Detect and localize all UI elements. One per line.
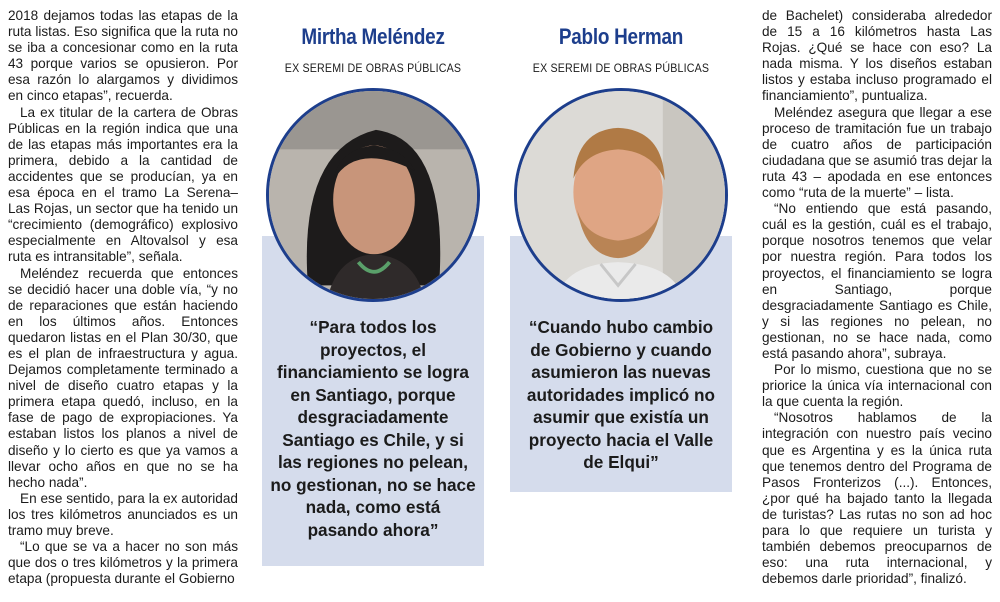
right-article-column — [762, 8, 992, 587]
article-paragraph: Meléndez asegura que llegar a ese proceso de tramitación fue un trabajo de cuatro años de participación ciudadana que se asumió tras dejar la ruta 43 – apodada en ese entonces como “ruta de la muerte” – lista. — [762, 104, 992, 201]
article-paragraph: En ese sentido, para la ex autoridad los tres kilómetros anunciados es un tramo muy breve. — [8, 490, 238, 538]
portrait-photo-mirtha — [266, 88, 480, 302]
person-name: Pablo Herman — [558, 24, 684, 49]
article-paragraph: “Lo que se va a hacer no son más que dos o tres kilómetros y la primera etapa (propuesta durante el Gobierno — [8, 539, 238, 587]
portrait-placeholder-icon — [269, 91, 477, 299]
article-paragraph: “Nosotros hablamos de la integración con nuestro país vecino que es Argentina y es la única ruta que tenemos dentro del Programa de Pasos Fronterizos (...). Entonces, ¿por qué ha bajado tanto la llegada de turistas? Las rutas no son ad hoc para lo que requiere un turista y también debemos preocuparnos de eso: una ruta internacional, y debemos darle prioridad”, finalizó. — [762, 410, 992, 587]
article-paragraph: de Bachelet) consideraba alrededor de 15 a 16 kilómetros hasta Las Rojas. ¿Qué se hace con eso? La nada misma. Y los diseños estaban listos y estaba incluso programado el financiamiento”, puntualiza. — [762, 8, 992, 104]
portrait-placeholder-icon — [517, 91, 725, 299]
article-paragraph: “No entiendo que está pasando, cuál es la gestión, cuál es el trabajo, porque nosotros tenemos que velar por nuestra región. Para todos los proyectos, el financiamiento se logra en Santiago, porque desgraciadamente Santiago es Chile, y si las regiones no pelean, no gestionan, no se hace nada, como está pasando ahora”, subraya. — [762, 201, 992, 361]
pull-quote: “Cuando hubo cambio de Gobierno y cuando asumieron las nuevas autoridades implicó no asumir que existía un proyecto hacia el Valle de Elqui” — [526, 317, 716, 472]
person-role: EX SEREMI DE OBRAS PÚBLICAS — [284, 61, 462, 75]
article-paragraph: Meléndez recuerda que entonces se decidió hacer una doble vía, “y no de reparaciones que están haciendo en los últimos años. Entonces quedaron listas en el Plan 30/30, que es el plan de infraestructura y agua. Dejamos completamente terminado a nivel de diseño cuatro etapas y la primera etapa quedó, incluso, en la fase de pago de expropiaciones. Ya estaban listos los planos a nivel de diseño y lo cierto es que ya vamos a llevar ocho años en que no se ha hecho nada”. — [8, 265, 238, 490]
left-article-column — [8, 8, 238, 587]
article-paragraph: La ex titular de la cartera de Obras Públicas en la región indica que una de las etapas más importantes era la primera, debido a la cantidad de accidentes que se producían, ya en esa época en el tramo La Serena– Las Rojas, un sector que ha tenido un “crecimiento (demográfico) explosivo especialmente en Altovalsol y esa ruta es intransitable”, señala. — [8, 104, 238, 265]
article-paragraph: Por lo mismo, cuestiona que no se priorice la única vía internacional con la que cuenta la región. — [762, 362, 992, 410]
pull-quote: “Para todos los proyectos, el financiamiento se logra en Santiago, porque desgraciadamente Santiago es Chile, y si las regiones no pelean, no gestionan, no se hace nada, como está pasando ahora” — [270, 317, 476, 540]
article-paragraph: 2018 dejamos todas las etapas de la ruta listas. Eso significa que la ruta no se iba a concesionar como en la ruta 43 porque varios se opusieron. Por esa razón lo alargamos y dividimos en cinco etapas”, recuerda. — [8, 8, 238, 104]
profile-card-mirtha — [262, 0, 484, 540]
profile-card-pablo — [510, 0, 732, 472]
person-name: Mirtha Meléndez — [301, 24, 445, 49]
person-role: EX SEREMI DE OBRAS PÚBLICAS — [532, 61, 710, 75]
portrait-photo-pablo — [514, 88, 728, 302]
